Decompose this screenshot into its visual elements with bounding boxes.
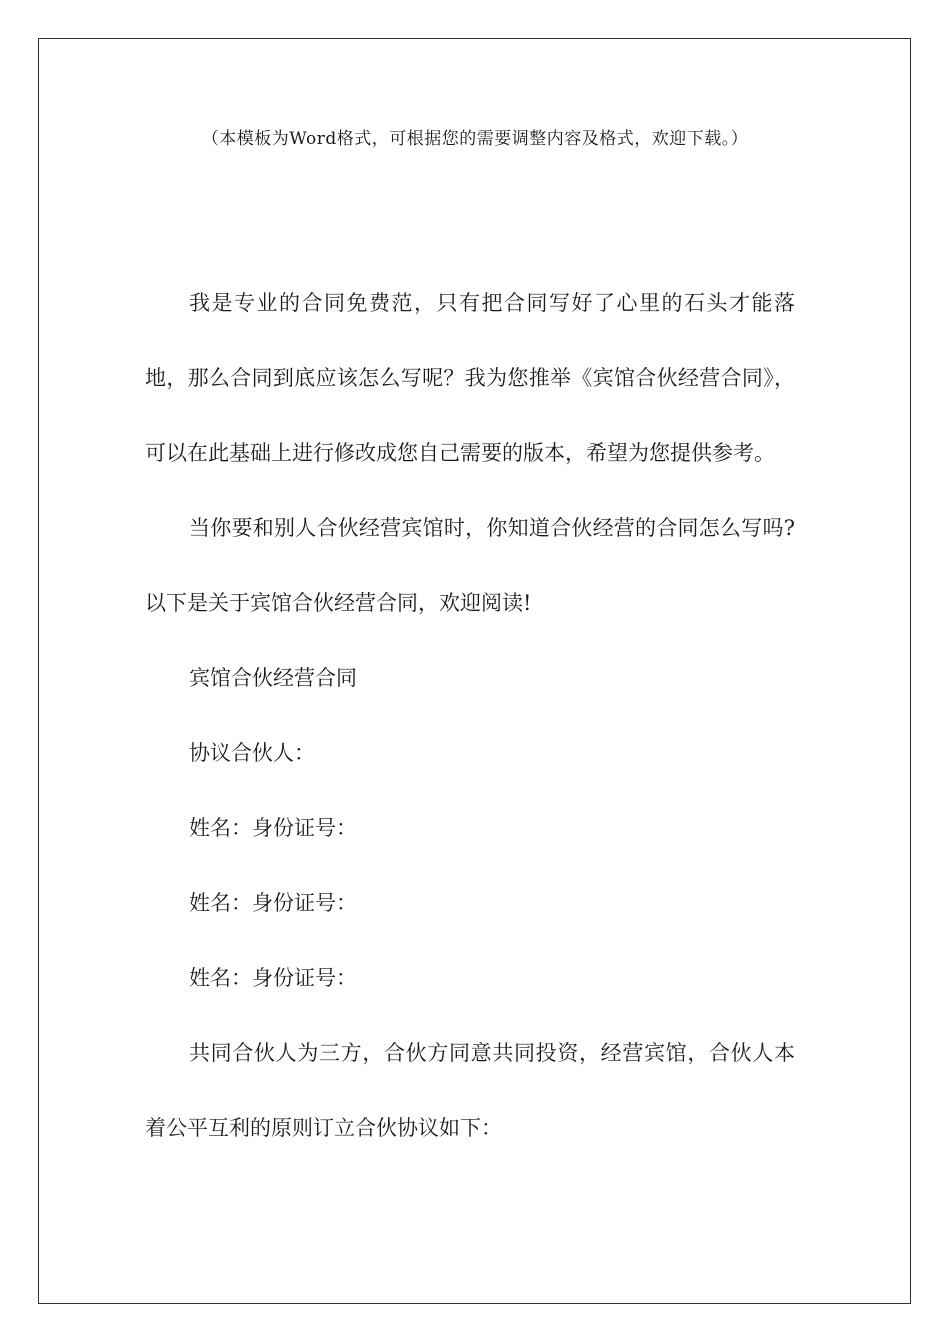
intro-paragraph: 我是专业的合同免费范，只有把合同写好了心里的石头才能落地，那么合同到底应该怎么写呢？我为您推举《宾馆合伙经营合同》，可以在此基础上进行修改成您自己需要的版本，希望为您提供参考。 — [145, 291, 795, 465]
agreement-paragraph: 共同合伙人为三方，合伙方同意共同投资，经营宾馆，合伙人本着公平互利的原则订立合伙协议如下： — [145, 1041, 795, 1140]
partner-line-2: 姓名：身份证号： — [189, 891, 357, 915]
document-body — [145, 266, 795, 1166]
contract-title: 宾馆合伙经营合同 — [189, 666, 357, 690]
template-note: （本模板为Word格式，可根据您的需要调整内容及格式，欢迎下载。） — [201, 129, 749, 149]
partners-heading: 协议合伙人： — [189, 741, 315, 765]
context-paragraph: 当你要和别人合伙经营宾馆时，你知道合伙经营的合同怎么写吗?以下是关于宾馆合伙经营合同，欢迎阅读! — [145, 516, 795, 615]
partner-line-1: 姓名：身份证号： — [189, 816, 357, 840]
partner-line-3: 姓名：身份证号： — [189, 966, 357, 990]
